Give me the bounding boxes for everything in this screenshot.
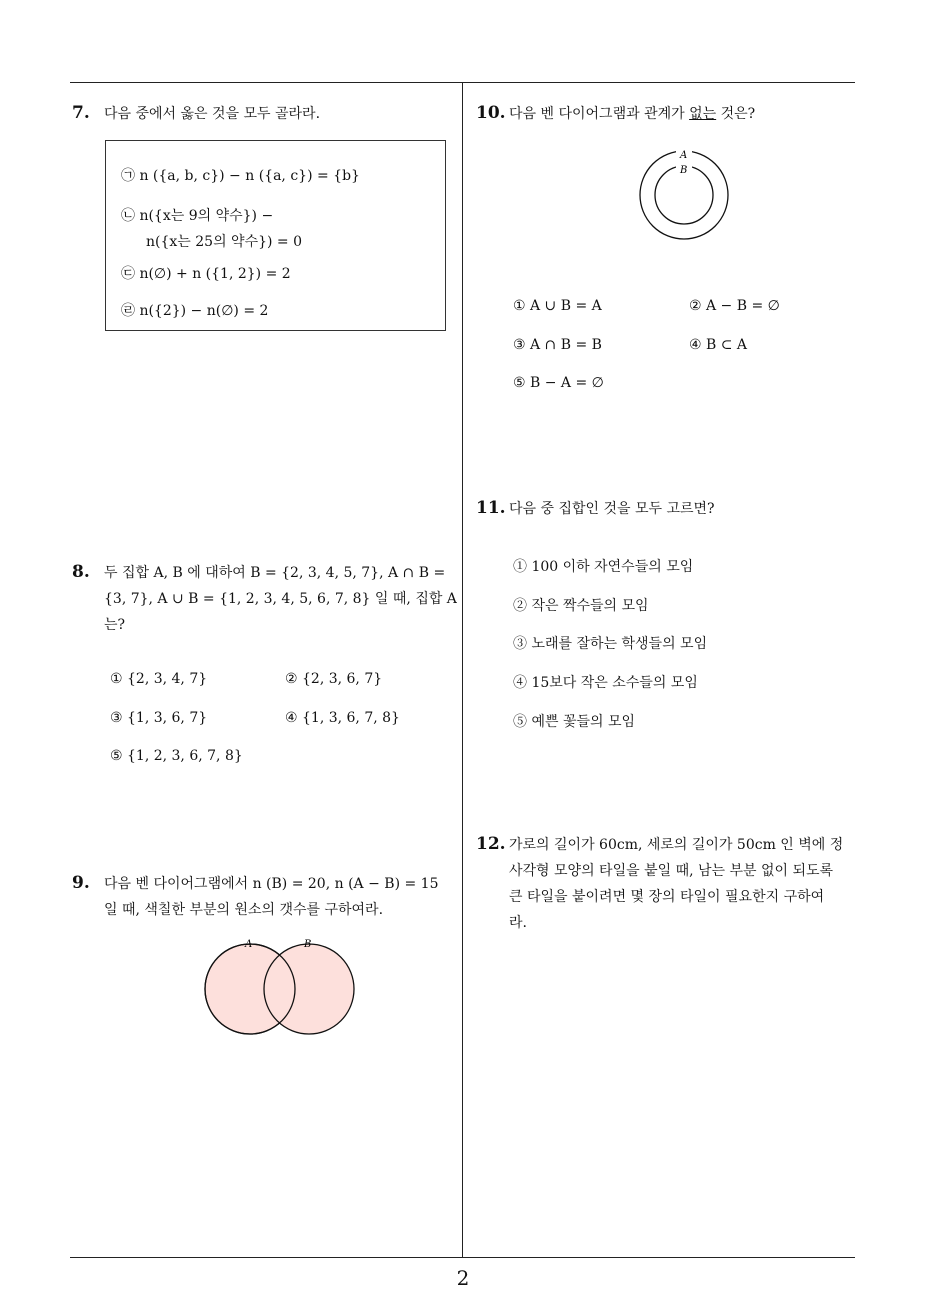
- question-11-choice-3[interactable]: ③ 노래를 잘하는 학생들의 모임: [513, 636, 708, 652]
- set-b-circle: [264, 944, 354, 1034]
- question-12-line3: 큰 타일을 붙이려면 몇 장의 타일이 필요한지 구하여: [509, 889, 825, 905]
- question-12-line2: 사각형 모양의 타일을 붙일 때, 남는 부분 없이 되도록: [509, 863, 834, 879]
- question-8-choice-4[interactable]: ④ {1, 3, 6, 7, 8}: [285, 710, 400, 726]
- question-8-line3: 는?: [104, 617, 126, 633]
- statement-c: ㉢ n(∅) + n ({1, 2}) = 2: [121, 266, 291, 282]
- question-10-choice-5[interactable]: ⑤ B − A = ∅: [513, 375, 604, 391]
- set-a-label: A: [245, 939, 253, 950]
- set-b-label: B: [304, 939, 312, 950]
- statement-d: ㉣ n({2}) − n(∅) = 2: [121, 303, 269, 319]
- question-10-text-before: 다음 벤 다이어그램과 관계가: [509, 106, 690, 122]
- question-7-number: 7.: [72, 103, 90, 123]
- question-8-line1: 두 집합 A, B 에 대하여 B = {2, 3, 4, 5, 7}, A ∩ B =: [104, 565, 446, 581]
- question-11-choice-2[interactable]: ② 작은 짝수들의 모임: [513, 598, 649, 614]
- question-11-number: 11.: [476, 498, 506, 518]
- question-10-choice-3[interactable]: ③ A ∩ B = B: [513, 337, 602, 353]
- question-7-text: 다음 중에서 옳은 것을 모두 골라라.: [104, 106, 321, 122]
- question-10-choice-4[interactable]: ④ B ⊂ A: [689, 337, 748, 353]
- set-b-label: B: [680, 165, 688, 176]
- question-11-choice-4[interactable]: ④ 15보다 작은 소수들의 모임: [513, 675, 698, 691]
- question-7-statements-box: [105, 140, 446, 331]
- question-10-text-emphasis: 없는: [689, 106, 717, 122]
- question-10-venn-diagram: [634, 145, 734, 245]
- question-9-line1: 다음 벤 다이어그램에서 n (B) = 20, n (A − B) = 15: [104, 876, 439, 892]
- question-12-line1: 가로의 길이가 60cm, 세로의 길이가 50cm 인 벽에 정: [509, 837, 844, 853]
- question-8-choice-3[interactable]: ③ {1, 3, 6, 7}: [110, 710, 208, 726]
- set-a-label: A: [680, 150, 688, 161]
- statement-a: ㉠ n ({a, b, c}) − n ({a, c}) = {b}: [121, 168, 360, 184]
- question-12-number: 12.: [476, 834, 506, 854]
- question-8-choice-1[interactable]: ① {2, 3, 4, 7}: [110, 671, 208, 687]
- question-11-choice-1[interactable]: ① 100 이하 자연수들의 모임: [513, 559, 694, 575]
- question-9-number: 9.: [72, 873, 90, 893]
- question-10-text-after: 것은?: [716, 106, 756, 122]
- question-10-number: 10.: [476, 103, 506, 123]
- question-8-number: 8.: [72, 562, 90, 582]
- page-number: 2: [456, 1266, 470, 1290]
- question-11-text: 다음 중 집합인 것을 모두 고르면?: [509, 501, 715, 517]
- question-8-choice-2[interactable]: ② {2, 3, 6, 7}: [285, 671, 383, 687]
- statement-b-line1: ㉡ n({x는 9의 약수}) −: [121, 208, 274, 224]
- statement-b-line2: n({x는 25의 약수}) = 0: [146, 234, 302, 250]
- column-divider: [462, 82, 463, 1258]
- question-9-venn-diagram: [195, 936, 365, 1046]
- question-10-text: [509, 101, 755, 127]
- question-9-line2: 일 때, 색칠한 부분의 원소의 갯수를 구하여라.: [104, 902, 384, 918]
- question-11-choice-5[interactable]: ⑤ 예쁜 꽃들의 모임: [513, 714, 636, 730]
- question-8-choice-5[interactable]: ⑤ {1, 2, 3, 6, 7, 8}: [110, 748, 243, 764]
- question-8-line2: {3, 7}, A ∪ B = {1, 2, 3, 4, 5, 6, 7, 8} 일 때, 집합 A: [104, 591, 457, 607]
- question-10-choice-2[interactable]: ② A − B = ∅: [689, 298, 780, 314]
- question-10-choice-1[interactable]: ① A ∪ B = A: [513, 298, 602, 314]
- question-12-line4: 라.: [509, 915, 527, 931]
